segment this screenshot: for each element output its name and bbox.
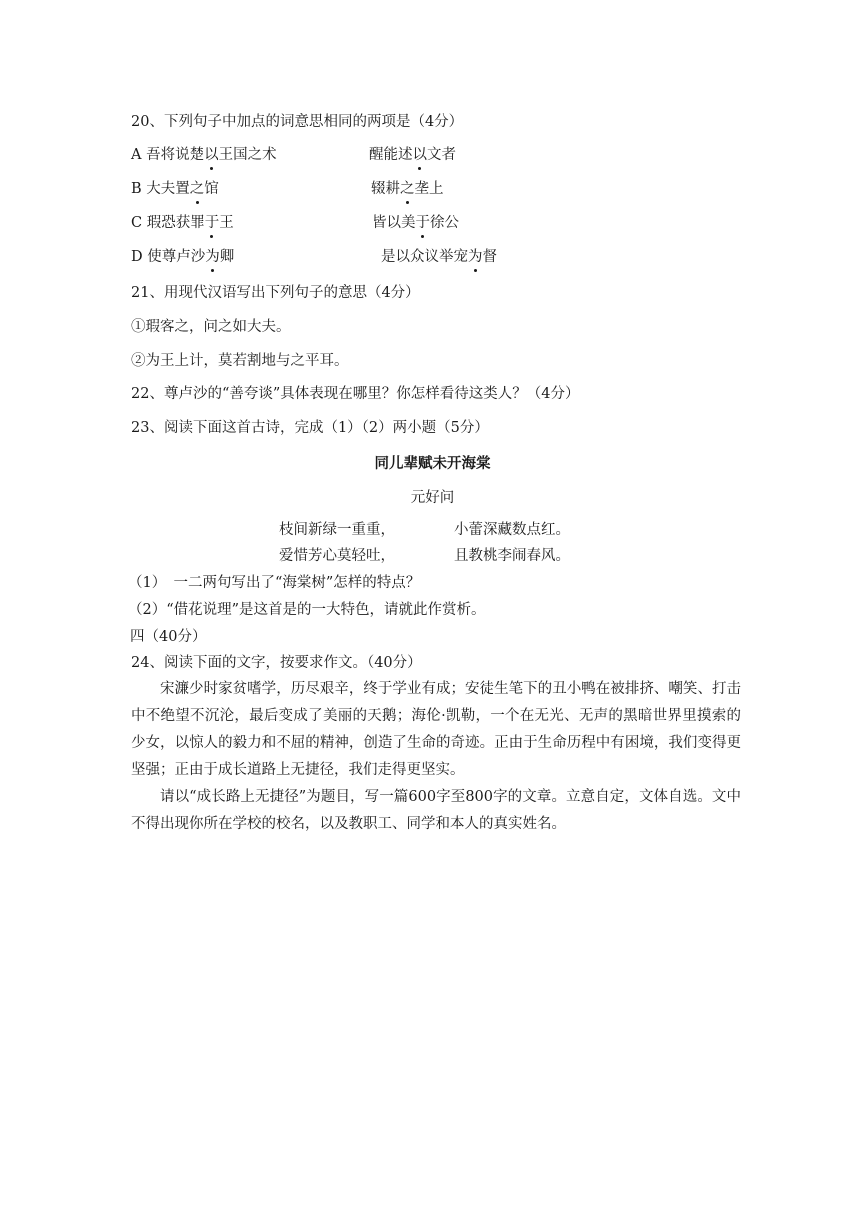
emphasis-dot-char: 之 bbox=[400, 181, 415, 197]
q20-option-c-right: 皆以美于徐公 bbox=[372, 215, 459, 231]
q20-option-b-left: B 大夫置之馆 bbox=[131, 181, 219, 197]
emphasis-dot-char: 之 bbox=[189, 181, 205, 197]
emphasis-dot-char: 于 bbox=[415, 215, 430, 231]
section-4-heading: 四（40分） bbox=[130, 629, 207, 645]
poem-line-1a: 枝间新绿一重重， bbox=[279, 522, 395, 538]
poem-line-2b: 且教桃李闹春风。 bbox=[454, 548, 570, 564]
q23-sub-1: （1） 一二两句写出了“海棠树”怎样的特点？ bbox=[128, 575, 421, 591]
q22-stem: 22、尊卢沙的“善夸谈”具体表现在哪里？你怎样看待这类人？（4分） bbox=[131, 386, 580, 402]
q20-option-a-left: A 吾将说楚以王国之术 bbox=[131, 147, 277, 163]
poem-line-1b: 小蕾深藏数点红。 bbox=[454, 522, 570, 538]
emphasis-dot-char: 以 bbox=[204, 147, 219, 163]
q20-option-d-left: D 使尊卢沙为卿 bbox=[131, 249, 235, 265]
emphasis-dot-char: 以 bbox=[412, 147, 427, 163]
poem-line-2a: 爱惜芳心莫轻吐， bbox=[279, 548, 395, 564]
q20-option-a-right: 醒能述以文者 bbox=[369, 147, 456, 163]
q21-stem: 21、用现代汉语写出下列句子的意思（4分） bbox=[131, 285, 420, 301]
emphasis-dot-char: 于 bbox=[204, 215, 220, 231]
q24-stem: 24、阅读下面的文字，按要求作文。（40分） bbox=[131, 655, 422, 671]
q24-paragraph-1: 宋濂少时家贫嗜学，历尽艰辛，终于学业有成；安徒生笔下的丑小鸭在被排挤、嘲笑、打击中不绝望不沉沦，最后变成了美丽的天鹅；海伦·凯勒，一个在无光、无声的黑暗世界里摸索的少女，以惊人的毅力和不屈的精神，创造了生命的奇迹。正由于生命历程中有困境，我们变得更坚强；正由于成长道路上无捷径，我们走得更坚实。 bbox=[131, 681, 741, 778]
q20-option-b-right: 辍耕之垄上 bbox=[371, 181, 444, 197]
q20-option-c-left: C 瑕恐获罪于王 bbox=[131, 215, 234, 231]
q20-stem: 20、下列句子中加点的词意思相同的两项是（4分） bbox=[131, 114, 464, 130]
q20-option-d-right: 是以众议举宠为督 bbox=[381, 249, 497, 265]
q21-item-2: ②为王上计，莫若割地与之平耳。 bbox=[131, 353, 349, 369]
poem-title: 同儿辈赋未开海棠 bbox=[374, 455, 491, 472]
q21-item-1: ①瑕客之，问之如大夫。 bbox=[131, 319, 291, 335]
q23-stem: 23、阅读下面这首古诗，完成（1）（2）两小题（5分） bbox=[131, 420, 489, 436]
q23-sub-2: （2）“借花说理”是这首是的一大特色，请就此作赏析。 bbox=[128, 602, 486, 618]
poem-author: 元好问 bbox=[410, 490, 455, 506]
q24-paragraph-2: 请以“成长路上无捷径”为题目，写一篇600字至800字的文章。立意自定，文体自选。文中不得出现你所在学校的校名，以及教职工、同学和本人的真实姓名。 bbox=[131, 789, 741, 832]
emphasis-dot-char: 为 bbox=[205, 249, 220, 265]
emphasis-dot-char: 为 bbox=[468, 249, 483, 265]
